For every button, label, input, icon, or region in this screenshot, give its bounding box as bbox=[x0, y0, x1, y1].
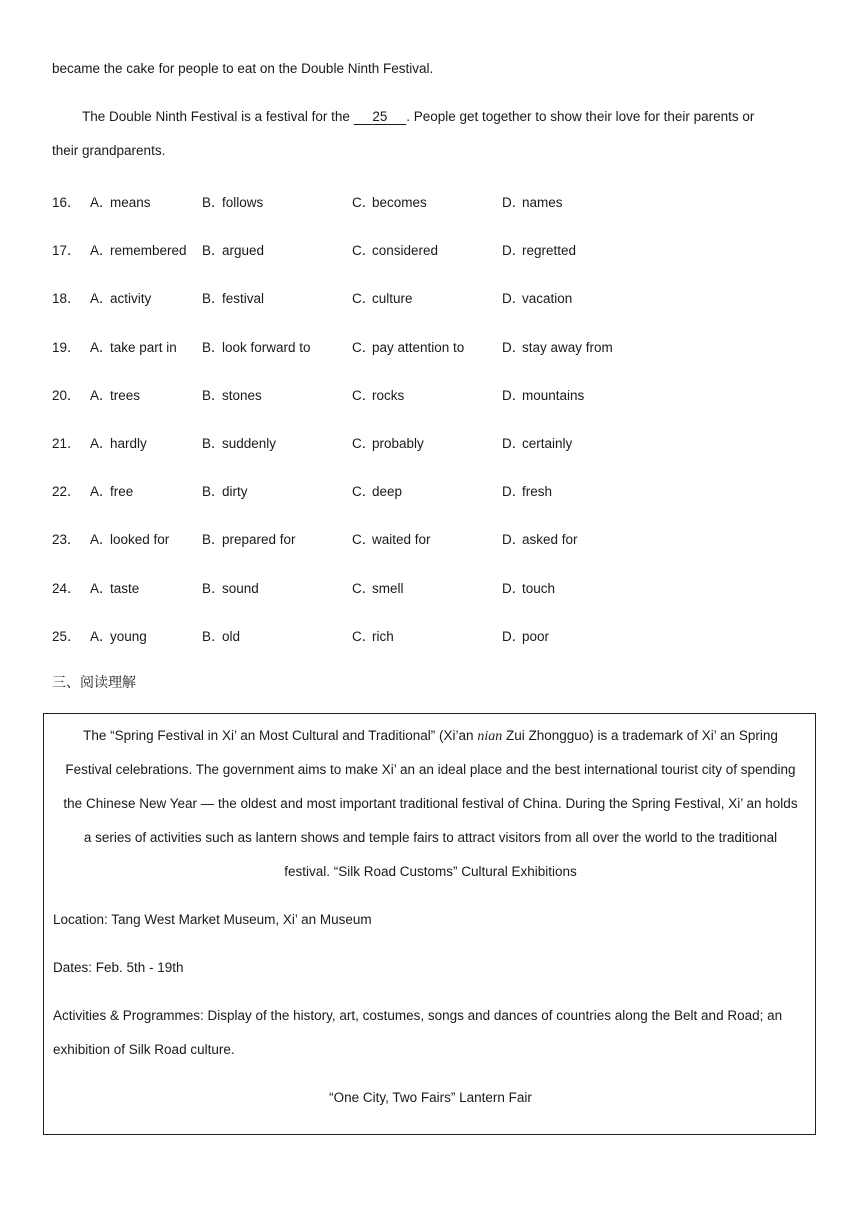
option-letter: C． bbox=[352, 243, 376, 258]
question-number: 23． bbox=[52, 532, 81, 547]
option-letter: D． bbox=[502, 388, 526, 403]
option-letter: A． bbox=[90, 629, 113, 644]
option-a bbox=[90, 528, 169, 548]
option-letter: B． bbox=[202, 291, 225, 306]
option-letter: B． bbox=[202, 388, 225, 403]
question-row bbox=[52, 336, 812, 356]
location-line: Location: Tang West Market Museum, Xi’ an Museum bbox=[53, 912, 372, 927]
intro-text: Zui Zhongguo) is a trademark of Xi’ an Spring bbox=[502, 728, 778, 743]
option-letter: C． bbox=[352, 532, 376, 547]
dates-line: Dates: Feb. 5th - 19th bbox=[53, 960, 184, 975]
option-text: waited for bbox=[372, 532, 431, 547]
option-text: stay away from bbox=[522, 340, 613, 355]
intro-line: festival. “Silk Road Customs” Cultural Exhibitions bbox=[284, 864, 577, 879]
option-letter: A． bbox=[90, 484, 113, 499]
option-letter: D． bbox=[502, 436, 526, 451]
option-text: suddenly bbox=[222, 436, 277, 451]
question-row bbox=[52, 239, 812, 259]
option-letter: A． bbox=[90, 291, 113, 306]
option-b bbox=[202, 191, 263, 211]
option-text: regretted bbox=[522, 243, 577, 258]
option-c bbox=[352, 528, 431, 548]
option-c bbox=[352, 239, 438, 259]
option-letter: D． bbox=[502, 581, 526, 596]
option-letter: B． bbox=[202, 243, 225, 258]
passage-line: became the cake for people to eat on the Double Ninth Festival. bbox=[52, 61, 434, 76]
option-text: festival bbox=[222, 291, 265, 306]
option-letter: D． bbox=[502, 340, 526, 355]
option-text: smell bbox=[372, 581, 404, 596]
option-a bbox=[90, 287, 151, 307]
option-text: certainly bbox=[522, 436, 573, 451]
option-letter: C． bbox=[352, 581, 376, 596]
option-d bbox=[502, 336, 613, 356]
option-letter: A． bbox=[90, 436, 113, 451]
option-letter: A． bbox=[90, 532, 113, 547]
option-text: fresh bbox=[522, 484, 553, 499]
question-number: 25． bbox=[52, 629, 81, 644]
option-b bbox=[202, 480, 248, 500]
question-number: 17． bbox=[52, 243, 81, 258]
answer-blank bbox=[354, 109, 407, 124]
option-c bbox=[352, 287, 413, 307]
option-letter: C． bbox=[352, 291, 376, 306]
question-number: 24． bbox=[52, 581, 81, 596]
option-c bbox=[352, 625, 394, 645]
question-row bbox=[52, 384, 812, 404]
italic-word: nian bbox=[477, 729, 503, 744]
reading-passage-box bbox=[43, 713, 816, 1135]
option-letter: B． bbox=[202, 532, 225, 547]
option-c bbox=[352, 336, 464, 356]
option-text: take part in bbox=[110, 340, 177, 355]
activities-line: exhibition of Silk Road culture. bbox=[53, 1042, 235, 1057]
passage-line bbox=[82, 109, 754, 124]
option-d bbox=[502, 239, 576, 259]
question-row bbox=[52, 191, 812, 211]
option-a bbox=[90, 625, 147, 645]
option-text: dirty bbox=[222, 484, 248, 499]
option-d bbox=[502, 528, 578, 548]
option-letter: D． bbox=[502, 195, 526, 210]
option-text: looked for bbox=[110, 532, 170, 547]
option-text: probably bbox=[372, 436, 424, 451]
option-d bbox=[502, 625, 549, 645]
option-text: mountains bbox=[522, 388, 585, 403]
question-number: 22． bbox=[52, 484, 81, 499]
option-text: culture bbox=[372, 291, 413, 306]
question-number: 20． bbox=[52, 388, 81, 403]
question-number: 21． bbox=[52, 436, 81, 451]
question-row bbox=[52, 577, 812, 597]
question-row bbox=[52, 480, 812, 500]
question-number: 16． bbox=[52, 195, 81, 210]
option-b bbox=[202, 577, 259, 597]
option-d bbox=[502, 577, 555, 597]
option-a bbox=[90, 239, 187, 259]
intro-line: a series of activities such as lantern shows and temple fairs to attract visitors from all over the world to the traditional bbox=[83, 830, 778, 845]
blank-number: 25 bbox=[372, 109, 388, 124]
option-b bbox=[202, 239, 264, 259]
option-text: sound bbox=[222, 581, 259, 596]
question-row bbox=[52, 528, 812, 548]
option-text: touch bbox=[522, 581, 556, 596]
option-d bbox=[502, 191, 563, 211]
option-d bbox=[502, 287, 572, 307]
intro-line bbox=[44, 728, 817, 745]
question-row bbox=[52, 432, 812, 452]
option-letter: C． bbox=[352, 436, 376, 451]
option-text: taste bbox=[110, 581, 140, 596]
option-letter: C． bbox=[352, 195, 376, 210]
option-text: argued bbox=[222, 243, 265, 258]
option-d bbox=[502, 432, 572, 452]
option-text: poor bbox=[522, 629, 550, 644]
option-a bbox=[90, 336, 177, 356]
question-number: 18． bbox=[52, 291, 81, 306]
option-letter: C． bbox=[352, 629, 376, 644]
option-text: pay attention to bbox=[372, 340, 465, 355]
option-letter: A． bbox=[90, 195, 113, 210]
question-row bbox=[52, 625, 812, 645]
option-text: asked for bbox=[522, 532, 578, 547]
option-text: trees bbox=[110, 388, 141, 403]
option-letter: D． bbox=[502, 532, 526, 547]
option-d bbox=[502, 480, 552, 500]
option-b bbox=[202, 432, 276, 452]
option-text: prepared for bbox=[222, 532, 296, 547]
option-text: look forward to bbox=[222, 340, 311, 355]
option-d bbox=[502, 384, 584, 404]
option-letter: A． bbox=[90, 340, 113, 355]
option-text: stones bbox=[222, 388, 262, 403]
option-text: hardly bbox=[110, 436, 147, 451]
option-c bbox=[352, 191, 427, 211]
option-letter: A． bbox=[90, 581, 113, 596]
option-text: rocks bbox=[372, 388, 405, 403]
option-b bbox=[202, 336, 311, 356]
intro-text: The “Spring Festival in Xi’ an Most Cultural and Traditional” (Xi’an bbox=[83, 728, 478, 743]
option-c bbox=[352, 432, 424, 452]
option-text: follows bbox=[222, 195, 264, 210]
question-number: 19． bbox=[52, 340, 81, 355]
option-text: old bbox=[222, 629, 241, 644]
option-text: young bbox=[110, 629, 147, 644]
option-letter: C． bbox=[352, 388, 376, 403]
option-text: becomes bbox=[372, 195, 427, 210]
passage-line: their grandparents. bbox=[52, 143, 166, 158]
lantern-fair-heading: “One City, Two Fairs” Lantern Fair bbox=[329, 1090, 532, 1105]
option-c bbox=[352, 480, 402, 500]
option-letter: D． bbox=[502, 484, 526, 499]
option-letter: A． bbox=[90, 388, 113, 403]
option-text: deep bbox=[372, 484, 403, 499]
option-b bbox=[202, 528, 296, 548]
option-a bbox=[90, 577, 139, 597]
option-text: means bbox=[110, 195, 151, 210]
question-row bbox=[52, 287, 812, 307]
option-b bbox=[202, 287, 264, 307]
option-letter: D． bbox=[502, 243, 526, 258]
option-a bbox=[90, 384, 140, 404]
passage-text: The Double Ninth Festival is a festival for the bbox=[82, 109, 354, 124]
intro-line: Festival celebrations. The government aims to make Xi’ an an ideal place and the best international tourist city of spending bbox=[65, 762, 796, 777]
option-text: vacation bbox=[522, 291, 573, 306]
option-c bbox=[352, 577, 404, 597]
section-title: 三、阅读理解 bbox=[52, 675, 136, 691]
option-a bbox=[90, 432, 147, 452]
passage-text: . People get together to show their love for their parents or bbox=[406, 109, 755, 124]
option-letter: C． bbox=[352, 484, 376, 499]
option-a bbox=[90, 191, 151, 211]
option-letter: B． bbox=[202, 436, 225, 451]
option-text: activity bbox=[110, 291, 152, 306]
option-text: free bbox=[110, 484, 134, 499]
option-letter: D． bbox=[502, 291, 526, 306]
option-c bbox=[352, 384, 404, 404]
option-text: names bbox=[522, 195, 563, 210]
intro-line: the Chinese New Year — the oldest and most important traditional festival of China. During the Spring Festival, Xi’ an holds bbox=[63, 796, 798, 811]
option-letter: B． bbox=[202, 340, 225, 355]
option-letter: B． bbox=[202, 581, 225, 596]
option-a bbox=[90, 480, 133, 500]
option-text: rich bbox=[372, 629, 394, 644]
option-b bbox=[202, 384, 262, 404]
option-letter: C． bbox=[352, 340, 376, 355]
option-b bbox=[202, 625, 240, 645]
option-letter: D． bbox=[502, 629, 526, 644]
activities-line: Activities & Programmes: Display of the history, art, costumes, songs and dances of countries along the Belt and Road; an bbox=[53, 1008, 783, 1023]
option-text: remembered bbox=[110, 243, 187, 258]
option-text: considered bbox=[372, 243, 439, 258]
option-letter: A． bbox=[90, 243, 113, 258]
option-letter: B． bbox=[202, 484, 225, 499]
option-letter: B． bbox=[202, 195, 225, 210]
option-letter: B． bbox=[202, 629, 225, 644]
